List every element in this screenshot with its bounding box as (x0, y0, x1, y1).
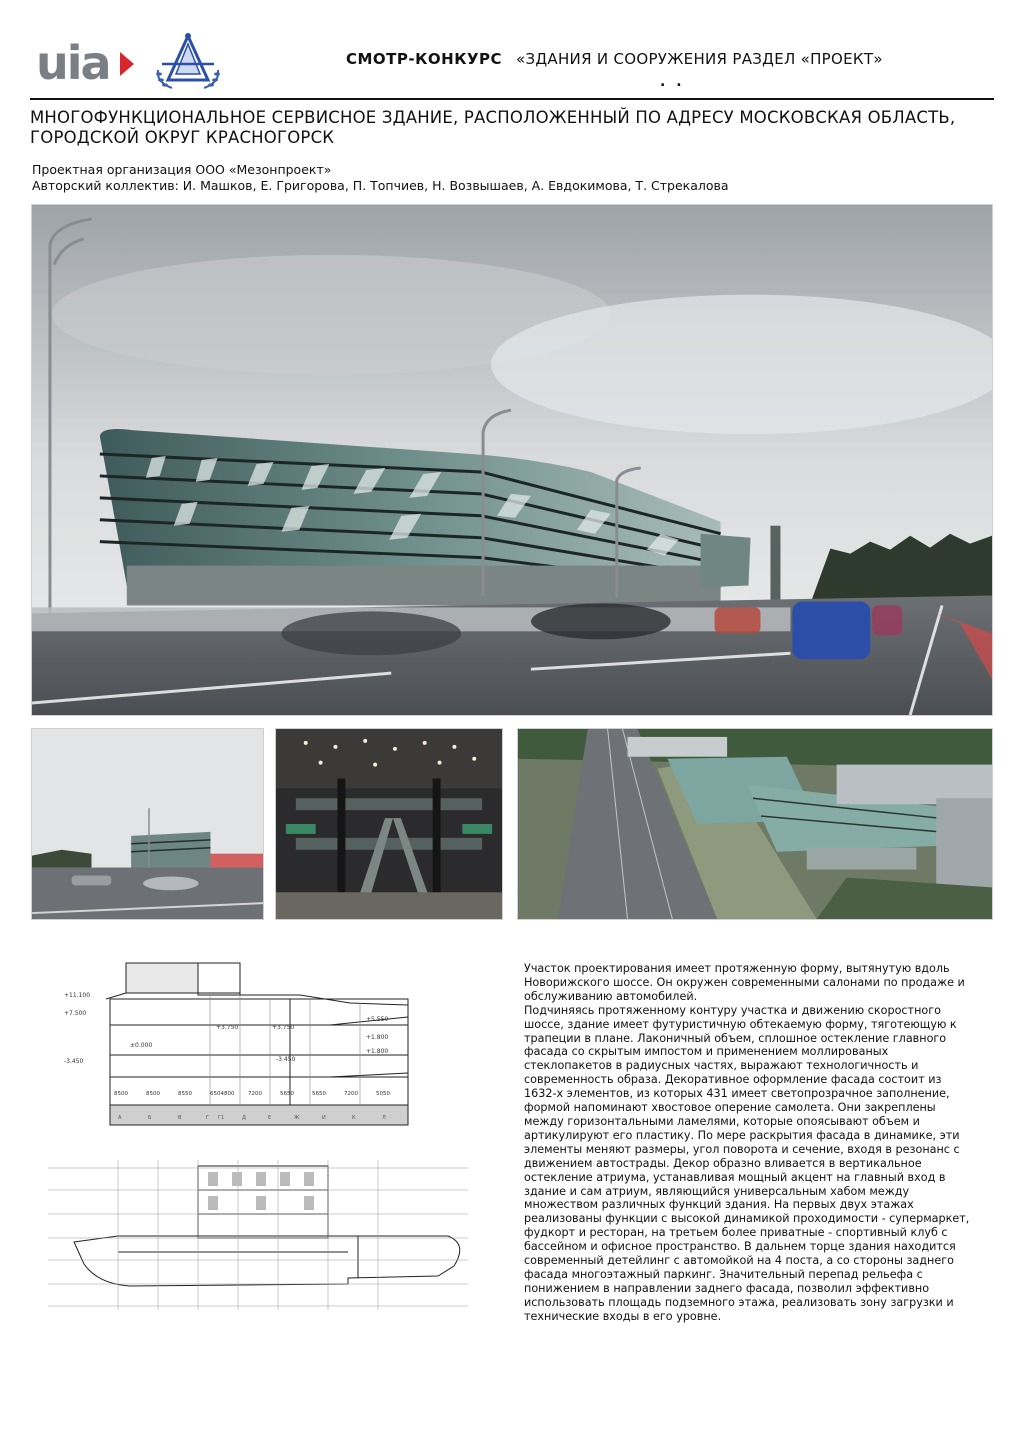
level-mark: +11.100 (64, 992, 91, 999)
inner-level-mark: +3.750 (272, 1024, 295, 1031)
level-mark: -3.450 (64, 1058, 84, 1065)
main-building-render (31, 204, 993, 716)
project-title: МНОГОФУНКЦИОНАЛЬНОЕ СЕРВИСНОЕ ЗДАНИЕ, РАСПОЛОЖЕННЫЙ ПО АДРЕСУ МОСКОВСКАЯ ОБЛАСТЬ, ГОРОДСКОЙ ОКРУГ КРАСНОГОРСК (30, 108, 956, 147)
inner-level-mark: +1.800 (366, 1034, 389, 1041)
span-dimension: 7200 (344, 1091, 358, 1097)
atrium-interior-render (275, 728, 503, 920)
uia-logo-text: uia (36, 36, 110, 90)
span-dimension: 5050 (376, 1091, 390, 1097)
axis-label: Г1 (218, 1115, 225, 1121)
project-description (524, 962, 974, 1324)
highway-view-render (31, 728, 264, 920)
header-divider (30, 98, 994, 100)
span-dimension: 8500 (114, 1091, 128, 1097)
axis-label: Ж (294, 1115, 300, 1121)
inner-level-mark: +3.750 (216, 1024, 239, 1031)
axis-label: Б (148, 1115, 152, 1121)
description-paragraph: Участок проектирования имеет протяженную форму, вытянутую вдоль Новорижского шоссе. Он окружен современными салонами по продаже и обслуживанию автомобилей. (524, 962, 965, 1003)
author-team: Авторский коллектив: И. Машков, Е. Григорова, П. Топчиев, Н. Возвышаев, А. Евдокимова, Т. Стрекалова (32, 178, 729, 193)
span-dimension: 8550 (178, 1091, 192, 1097)
axis-label: В (178, 1115, 182, 1121)
union-emblem-icon (152, 30, 224, 92)
inner-level-mark: +5.550 (366, 1016, 389, 1023)
contest-section-title: «ЗДАНИЯ И СООРУЖЕНИЯ РАЗДЕЛ «ПРОЕКТ» (516, 50, 883, 68)
axis-label: Л (382, 1115, 386, 1121)
span-dimension: 8500 (146, 1091, 160, 1097)
page-header (30, 30, 994, 100)
uia-logo (36, 36, 136, 90)
building-section-drawing (60, 955, 420, 1130)
span-dimension: 5650 (280, 1091, 294, 1097)
inner-level-mark: +1.800 (366, 1048, 389, 1055)
level-mark: ±0.000 (130, 1042, 153, 1049)
span-dimension: 5650 (312, 1091, 326, 1097)
chevron-right-icon (120, 52, 134, 76)
header-dots: . . (660, 74, 685, 90)
floor-plan-drawing (48, 1160, 468, 1310)
axis-label: К (352, 1115, 356, 1121)
axis-label: Г (206, 1115, 210, 1121)
level-mark: +7.500 (64, 1010, 87, 1017)
span-dimension: 6504800 (210, 1091, 235, 1097)
aerial-view-render (517, 728, 993, 920)
axis-label: Е (268, 1115, 272, 1121)
axis-label: И (322, 1115, 326, 1121)
design-organization: Проектная организация ООО «Мезонпроект» (32, 162, 332, 177)
span-dimension: 7200 (248, 1091, 262, 1097)
contest-title: СМОТР-КОНКУРС (346, 50, 503, 68)
inner-level-mark: -3.450 (276, 1056, 296, 1063)
description-paragraph: Подчиняясь протяженному контуру участка и движению скоростного шоссе, здание имеет футуристичную обтекаемую форму, тяготеющую к трапеции в плане. Лаконичный объем, сплошное остекление главного фасада со скрытым импостом и применением моллированых стеклопакетов в радиусных частях, выражают технологичность и современность образа. Декоративное оформление фасада состоит из 1632-х элементов, из которых 431 имеет светопрозрачное заполнение, формой напоминают хвостовое оперение самолета. Они закреплены между горизонтальными ламелями, которые опоясывают объем и артикулируют его пластику. По мере раскрытия фасада в динамике, эти элементы меняют размеры, угол поворота и сечение, входя в резонанс с движением автострады. Декор образно вливается в вертикальное остекление атриума, устанавливая мощный акцент на главный вход в здание и сам атриум, являющийся универсальным хабом между множеством различных функций здания. На первых двух этажах реализованы функции с высокой динамикой проходимости - супермаркет, фудкорт и ресторан, на третьем более приватные - спортивный клуб с бассейном и офисное пространство. В дальнем торце здания находится современный детейлинг с автомойкой на 4 поста, а со стороны заднего фасада многоэтажный паркинг. Значительный перепад рельефа с понижением в направлении заднего фасада, позволил эффективно использовать площадь подземного этажа, реализовать зону загрузки и технические входы в его уровне. (524, 1003, 970, 1323)
axis-label: Д (242, 1115, 246, 1121)
axis-label: А (118, 1115, 122, 1121)
